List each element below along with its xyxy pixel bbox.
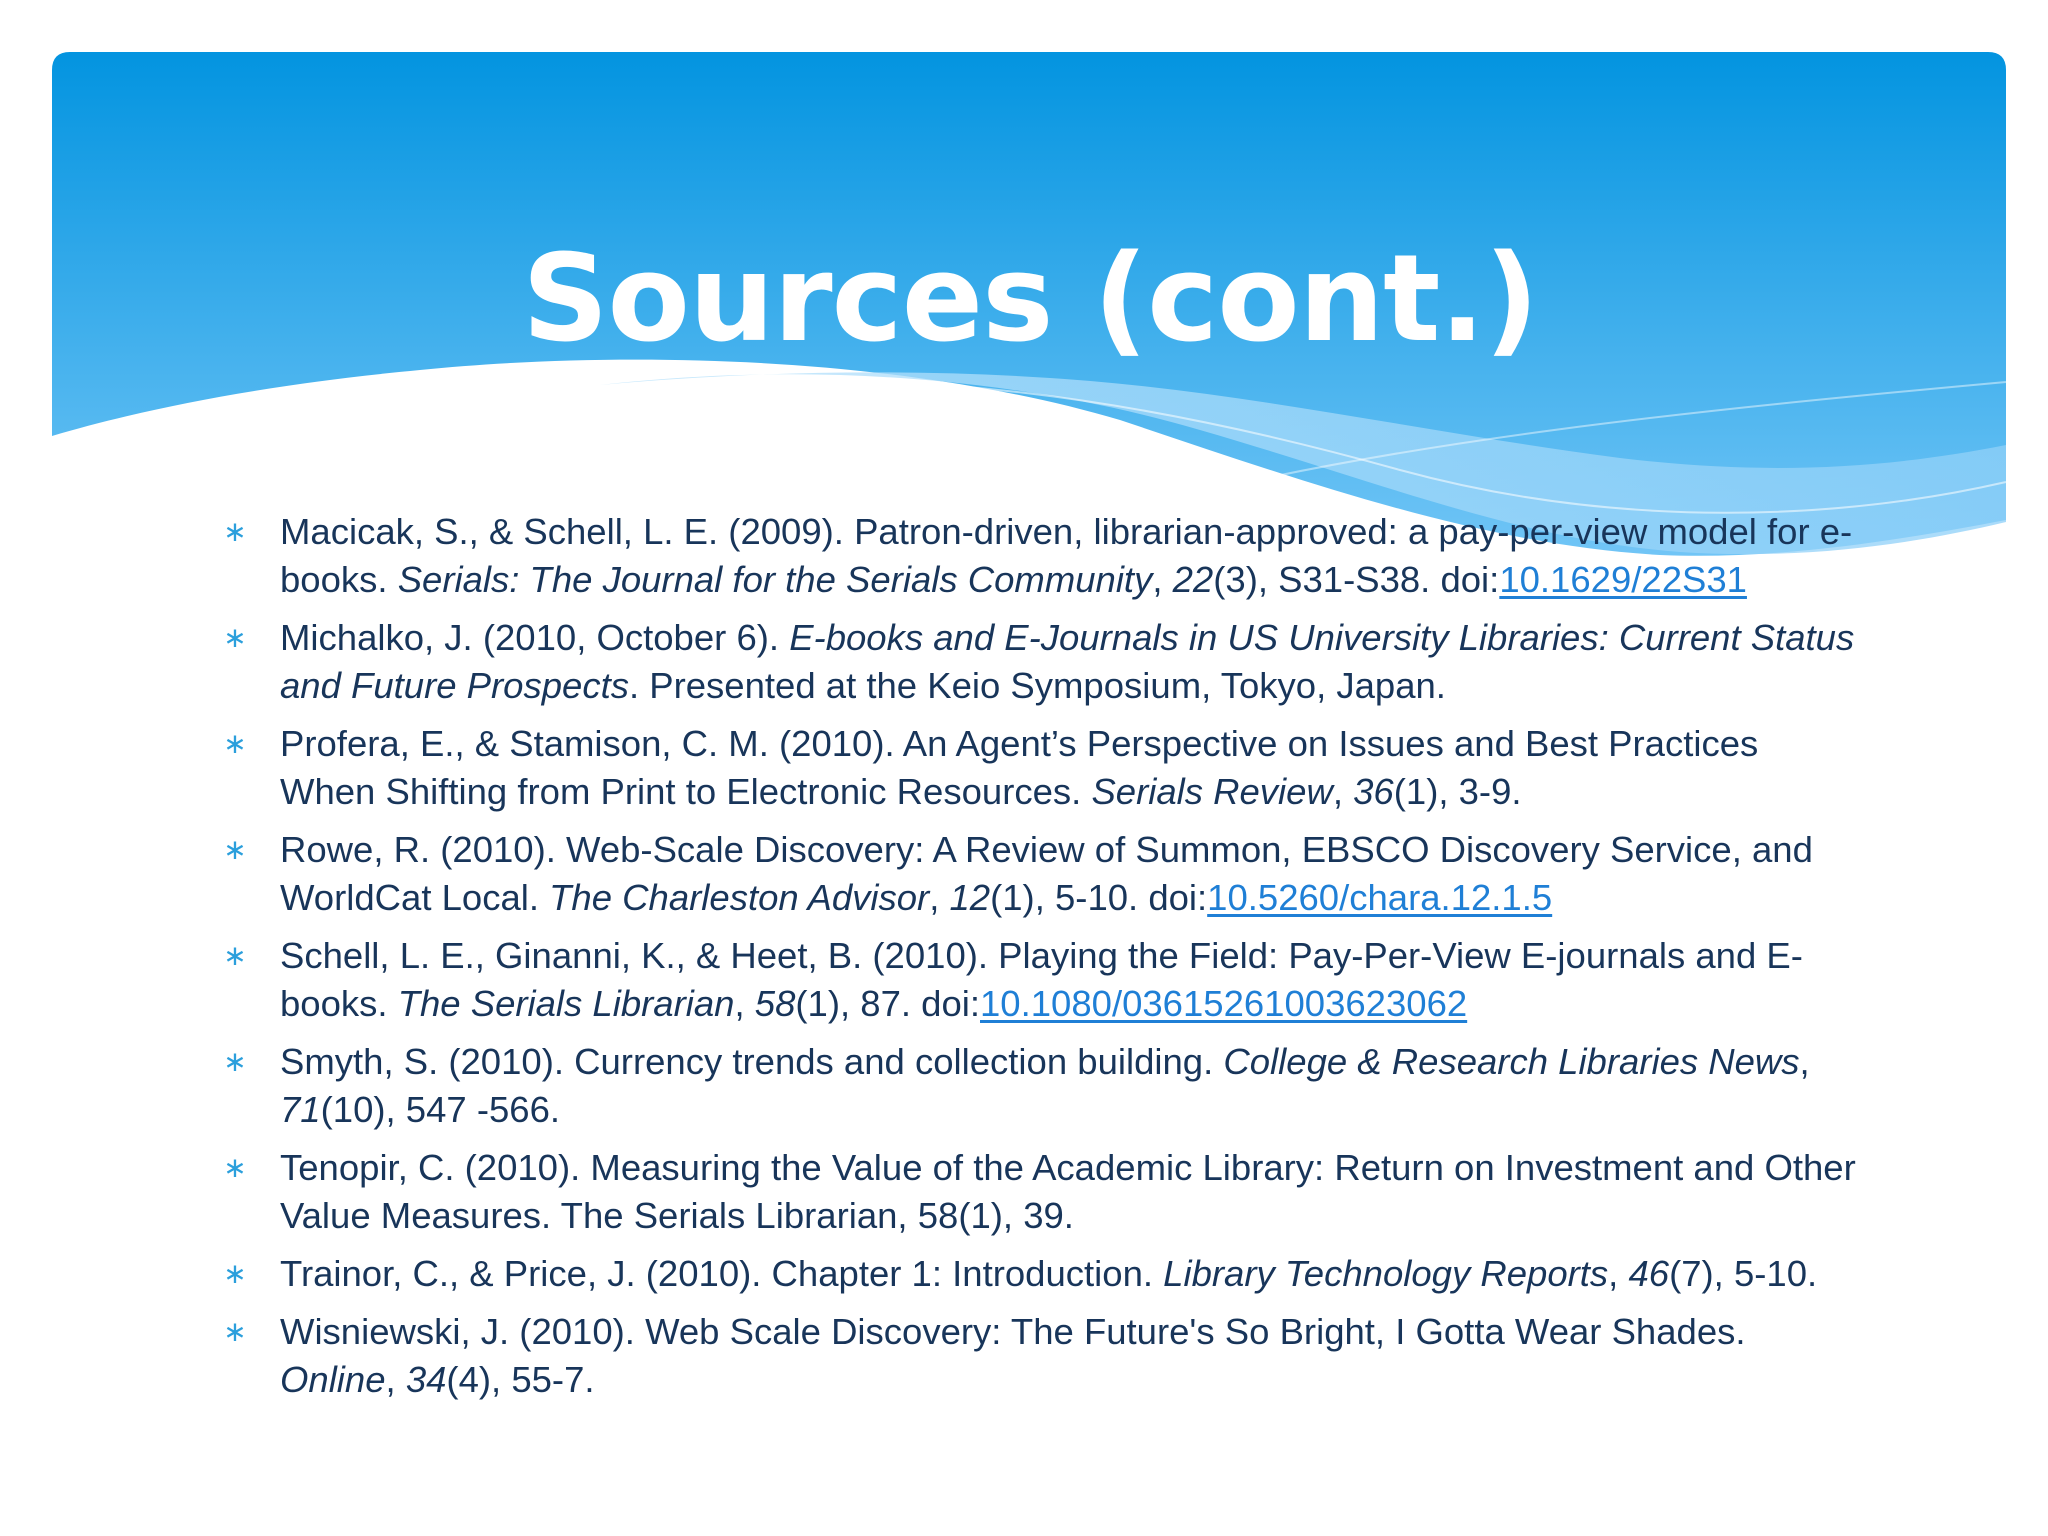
reference-lead-text: Michalko, J. (2010, October 6). <box>280 617 790 658</box>
reference-lead-text: Wisniewski, J. (2010). Web Scale Discovery: The Future's So Bright, I Gotta Wear Shades. <box>280 1311 1746 1352</box>
bullet-asterisk-icon: ∗ <box>223 1316 247 1347</box>
reference-text <box>280 1147 1856 1236</box>
reference-tail-text: (7), 5-10. <box>1669 1253 1818 1294</box>
slide-title: Sources (cont.) <box>522 230 1538 370</box>
reference-text <box>280 1041 1810 1130</box>
bullet-asterisk-icon: ∗ <box>223 1152 247 1183</box>
reference-tail-text: (3), S31-S38. doi: <box>1213 559 1500 600</box>
reference-volume-italic: 58 <box>754 983 796 1024</box>
bullet-asterisk-icon: ∗ <box>223 728 247 759</box>
bullet-asterisk-icon: ∗ <box>223 1258 247 1289</box>
reference-title-italic: The Charleston Advisor <box>549 877 930 918</box>
reference-mid-text: . Presented at the Keio Symposium, Tokyo, Japan. <box>628 665 1446 706</box>
reference-item <box>220 1144 1860 1240</box>
reference-item <box>220 1038 1860 1134</box>
reference-mid-text: , <box>385 1359 406 1400</box>
reference-mid-text: , <box>1799 1041 1810 1082</box>
reference-mid-text: , <box>929 877 950 918</box>
reference-volume-italic: 34 <box>405 1359 447 1400</box>
bullet-asterisk-icon: ∗ <box>223 940 247 971</box>
reference-lead-text: Trainor, C., & Price, J. (2010). Chapter 1: Introduction. <box>280 1253 1164 1294</box>
reference-volume-italic: 36 <box>1353 771 1394 812</box>
doi-link[interactable]: 10.5260/chara.12.1.5 <box>1207 877 1553 918</box>
doi-link[interactable]: 10.1629/22S31 <box>1499 559 1747 600</box>
bullet-asterisk-icon: ∗ <box>223 516 247 547</box>
reference-tail-text: (1), 3-9. <box>1393 771 1522 812</box>
reference-tail-text: (4), 55-7. <box>446 1359 595 1400</box>
reference-title-italic: The Serials Librarian <box>397 983 735 1024</box>
reference-item <box>220 720 1860 816</box>
reference-mid-text: , <box>1608 1253 1629 1294</box>
reference-tail-text: (1), 5-10. doi: <box>990 877 1208 918</box>
reference-text <box>280 1253 1817 1294</box>
reference-volume-italic: 22 <box>1172 559 1214 600</box>
reference-title-italic: Library Technology Reports <box>1163 1253 1609 1294</box>
reference-item <box>220 826 1860 922</box>
reference-volume-italic: 71 <box>280 1089 321 1130</box>
bullet-asterisk-icon: ∗ <box>223 1046 247 1077</box>
reference-text <box>280 1311 1746 1400</box>
reference-text <box>280 617 1854 706</box>
bullet-asterisk-icon: ∗ <box>223 834 247 865</box>
reference-text <box>280 511 1852 600</box>
reference-lead-text: Schell, L. E., Ginanni, K., & Heet, B. (2010). Playing the Field: Pay-Per-View E-journals and E-books. <box>280 935 1803 1024</box>
reference-mid-text: , <box>1152 559 1173 600</box>
reference-title-italic: E-books and E-Journals in US University Libraries: Current Status and Future Prospects <box>280 617 1855 706</box>
bullet-asterisk-icon: ∗ <box>223 622 247 653</box>
reference-text <box>280 935 1803 1024</box>
reference-mid-text: , <box>734 983 755 1024</box>
reference-text <box>280 723 1758 812</box>
reference-volume-italic: 12 <box>949 877 991 918</box>
reference-lead-text: Profera, E., & Stamison, C. M. (2010). An Agent’s Perspective on Issues and Best Practices When Shifting from Print to Electronic Resources. <box>280 723 1759 812</box>
reference-tail-text: (10), 547 -566. <box>320 1089 561 1130</box>
reference-item <box>220 1308 1860 1404</box>
reference-lead-text: Rowe, R. (2010). Web-Scale Discovery: A Review of Summon, EBSCO Discovery Service, and WorldCat Local. <box>280 829 1813 918</box>
reference-item <box>220 1250 1860 1298</box>
reference-item <box>220 508 1860 604</box>
reference-item <box>220 614 1860 710</box>
reference-list <box>220 508 1860 1414</box>
reference-title-italic: Online <box>280 1359 386 1400</box>
reference-item <box>220 932 1860 1028</box>
reference-title-italic: Serials: The Journal for the Serials Community <box>397 559 1153 600</box>
reference-volume-italic: 46 <box>1628 1253 1670 1294</box>
reference-text <box>280 829 1813 918</box>
reference-lead-text: Tenopir, C. (2010). Measuring the Value of the Academic Library: Return on Investment and Other Value Measures. The Serials Librarian, 58(1), 39. <box>280 1147 1856 1236</box>
reference-mid-text: , <box>1332 771 1354 812</box>
doi-link[interactable]: 10.1080/03615261003623062 <box>980 983 1468 1024</box>
reference-tail-text: (1), 87. doi: <box>795 983 980 1024</box>
reference-title-italic: College & Research Libraries News <box>1223 1041 1800 1082</box>
reference-lead-text: Macicak, S., & Schell, L. E. (2009). Patron-driven, librarian-approved: a pay-per-view model for e-books. <box>280 511 1853 600</box>
reference-title-italic: Serials Review <box>1091 771 1333 812</box>
reference-lead-text: Smyth, S. (2010). Currency trends and collection building. <box>280 1041 1224 1082</box>
